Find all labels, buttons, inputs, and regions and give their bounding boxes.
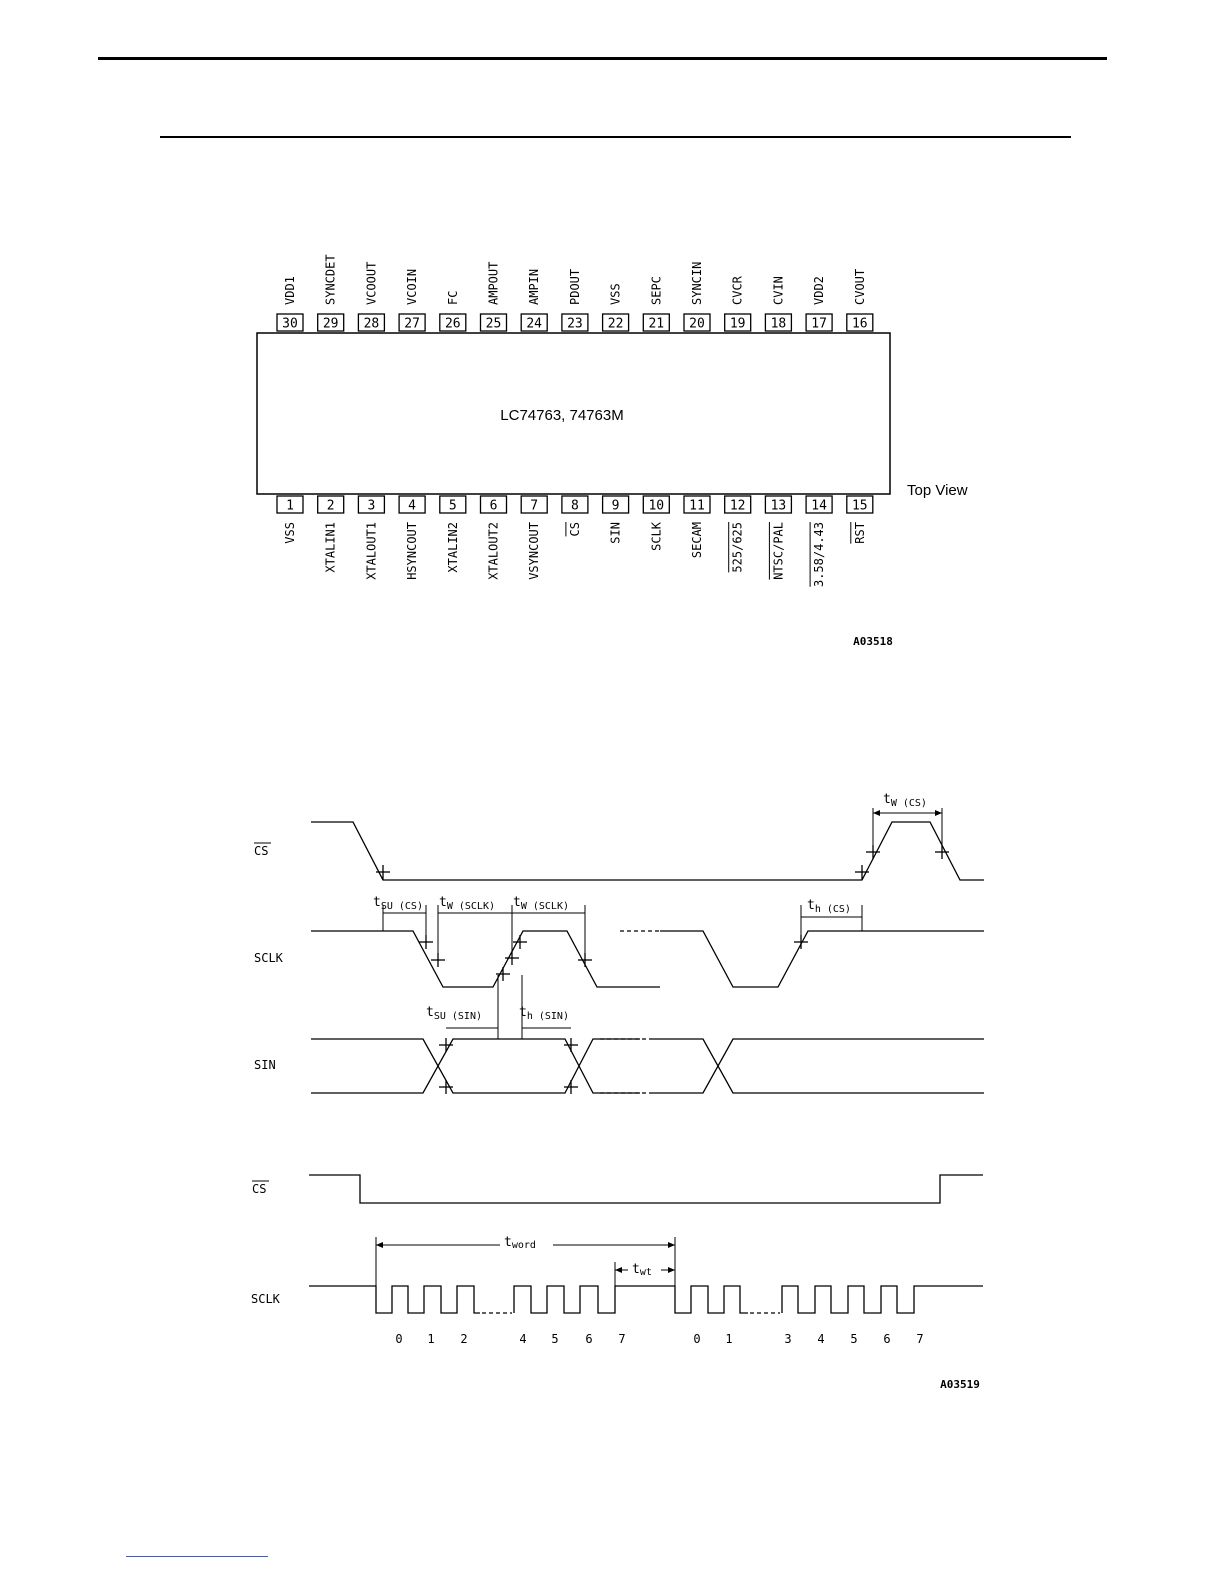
cs-label-lower [252,1181,269,1196]
pin-name: CVIN [771,276,786,305]
pin-name: 525/625 [730,522,745,573]
pin-number: 4 [408,498,417,514]
tword-label: tword [504,1235,536,1251]
th-cs-label: $t_{h (CS)}$ [807,898,851,915]
pin-number: 25 [485,316,502,332]
pin-name: XTALOUT1 [364,522,379,580]
pin-number: 11 [689,498,705,514]
bit-label: 0 [395,1332,403,1346]
pin-name: SECAM [690,522,704,559]
sin-waveform [311,1039,984,1093]
chip-name: LC74763, 74763M [500,407,624,424]
top-view-label: Top View [907,482,968,499]
timing-figure-ref: A03519 [940,1378,980,1391]
sclk-waveform-upper [311,931,660,987]
pin-number: 26 [444,316,461,332]
pin-name: 3.58/4.43 [812,522,827,588]
pin-number: 16 [851,316,868,332]
pin-name: VSS [608,283,623,305]
pin-number: 15 [851,498,868,514]
pin-name: XTALIN2 [445,522,460,573]
dimension-arrows [376,813,942,1270]
pinout-figure-ref: A03518 [853,635,893,648]
bit-label: 6 [585,1332,593,1346]
tw-sclk-label-2: $t_{W (SCLK)}$ [513,895,569,912]
bit-label: 0 [693,1332,701,1346]
bit-label: 4 [817,1332,825,1346]
sclk-waveform-lower-word1 [309,1286,480,1313]
pin-number: 14 [811,498,827,514]
pin-number: 3 [367,498,376,514]
bit-label: 6 [883,1332,891,1346]
pin-name: CS [567,522,582,537]
pin-number: 24 [526,316,543,332]
pin-number: 27 [404,316,420,332]
pin-name: CVOUT [852,268,867,305]
pin-name: CVCR [730,276,745,305]
pin-number: 22 [607,316,624,332]
cs-label-upper [254,843,271,858]
tw-cs-label: $t_{W (CS)}$ [883,792,927,809]
cs-waveform-lower [309,1175,983,1203]
th-sin-label: $t_{h (SIN)}$ [519,1005,569,1022]
sin-label: SIN [254,1058,276,1072]
twt-label: twt [632,1262,652,1278]
pin-number: 6 [489,498,498,514]
pin-name: AMPOUT [486,261,501,305]
pin-number: 10 [648,498,665,514]
pin-name: SIN [608,522,623,544]
bit-label: 7 [618,1332,626,1346]
pin-name: HSYNCOUT [405,522,420,580]
pin-number: 8 [570,498,579,514]
svg-text:CS: CS [254,844,269,858]
pin-name: VCOOUT [364,261,379,305]
pin-name: VSYNCOUT [527,522,542,580]
pin-number: 23 [567,316,583,332]
pin-number: 12 [729,498,746,514]
pin-name: RST [852,522,867,544]
pin-number: 21 [648,316,665,332]
sclk-label-upper: SCLK [254,951,283,965]
bit-label: 3 [784,1332,792,1346]
pin-number: 2 [326,498,335,514]
pin-name: SYNCIN [690,261,704,305]
pin-number: 18 [770,316,787,332]
pin-name: XTALIN1 [323,522,338,573]
footer-link-underline [126,1556,268,1557]
bit-label: 5 [551,1332,559,1346]
pin-name: SYNCDET [323,254,338,305]
tsu-sin-label: $t_{SU (SIN)}$ [426,1005,482,1022]
pin-number: 29 [322,316,339,332]
pin-name: AMPIN [527,268,542,305]
bit-label: 4 [519,1332,527,1346]
sclk-waveform-lower-word1b [514,1286,748,1313]
pin-name: VDD1 [283,276,297,305]
bit-label: 2 [460,1332,468,1346]
bit-label: 1 [427,1332,435,1346]
tw-sclk-label-1: $t_{W (SCLK)}$ [439,895,495,912]
pin-name: VDD2 [812,276,827,305]
bit-number-row [395,1332,923,1346]
sclk-label-lower: SCLK [251,1292,280,1306]
pin-number: 7 [530,498,539,514]
pin-name: FC [445,290,460,305]
pin-number: 19 [729,316,746,332]
cs-waveform-upper [311,822,984,880]
pin-name: VSS [283,522,297,544]
edge-tick-marks [376,845,949,1094]
pin-number: 20 [689,316,705,332]
pin-number: 17 [811,316,827,332]
pin-number: 13 [770,498,787,514]
pin-name: PDOUT [567,268,582,305]
pin-name: XTALOUT2 [486,522,501,580]
pin-number: 1 [286,498,294,514]
sclk-waveform-lower-word2b [782,1286,983,1313]
sclk-waveform-upper-end [660,931,984,987]
bit-label: 5 [850,1332,858,1346]
tsu-cs-label: $t_{SU (CS)}$ [373,895,423,912]
pin-name: SEPC [649,276,664,305]
bit-label: 1 [725,1332,733,1346]
pin-number: 5 [448,498,457,514]
pin-name: VCOIN [405,268,420,305]
svg-text:CS: CS [252,1182,267,1196]
pin-name: SCLK [649,522,664,551]
pin-number: 28 [363,316,380,332]
bit-label: 7 [916,1332,924,1346]
pin-number: 30 [282,316,298,332]
pin-name: NTSC/PAL [771,522,786,580]
pin-number: 9 [611,498,620,514]
